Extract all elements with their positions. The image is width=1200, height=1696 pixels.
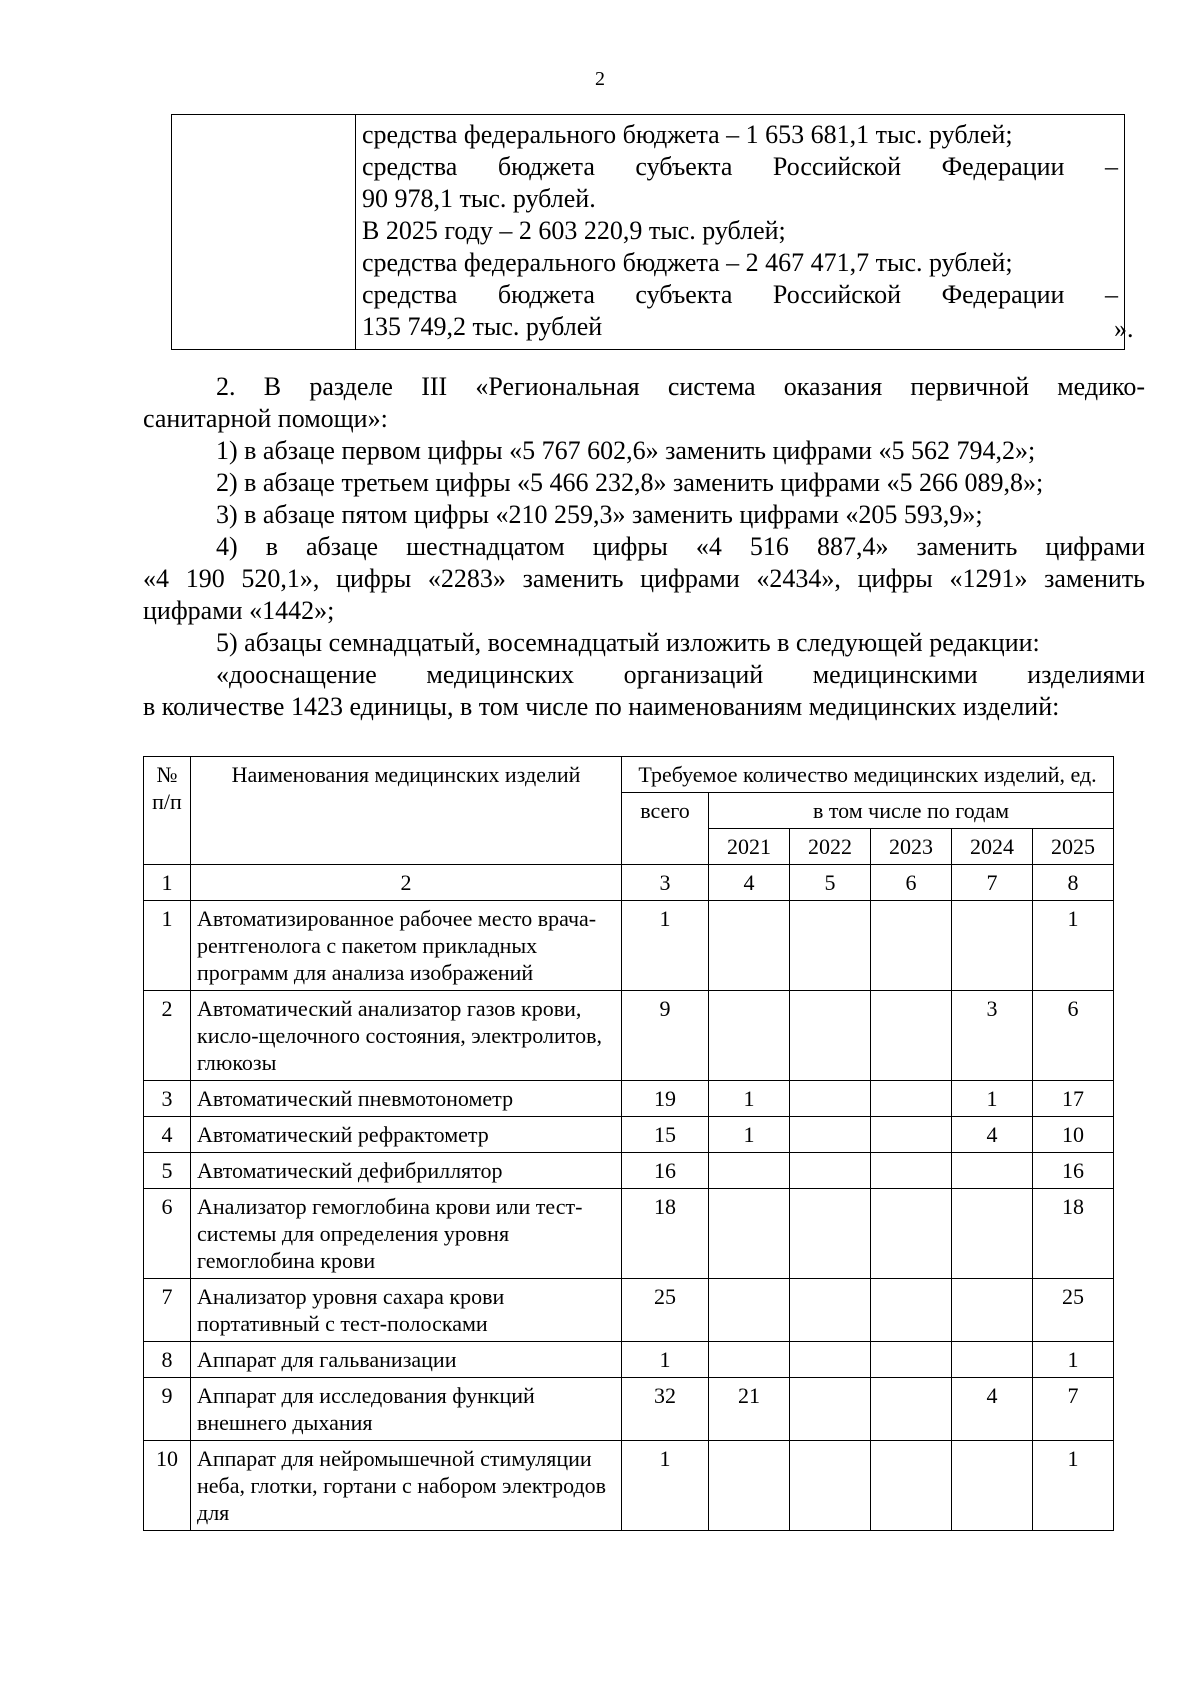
device-name: Анализатор уровня сахара крови портативный с тест-полосками [191,1279,622,1342]
device-name: Автоматический анализатор газов крови, кисло-щелочного состояния, электролитов, глюкозы [191,991,622,1081]
device-name: Анализатор гемоглобина крови или тест-системы для определения уровня гемоглобина крови [191,1189,622,1279]
device-name: Автоматический дефибриллятор [191,1153,622,1189]
item-3: 3) в абзаце пятом цифры «210 259,3» заменить цифрами «205 593,9»; [216,500,983,529]
total-cell: 1 [622,1441,709,1531]
year-cell [952,1279,1033,1342]
quote-paragraph-cont: в количестве 1423 единицы, в том числе по наименованиям медицинских изделий: [143,692,1060,721]
year-cell [952,1153,1033,1189]
year-cell: 16 [1033,1153,1114,1189]
year-cell [952,1342,1033,1378]
year-cell [790,1378,871,1441]
year-cell [709,1189,790,1279]
column-number: 3 [622,865,709,901]
year-cell: 21 [709,1378,790,1441]
financing-line: средства федерального бюджета – 2 467 471,7 тыс. рублей; [362,248,1013,277]
year-cell [790,1279,871,1342]
table-row [144,991,1114,1081]
year-cell [871,1378,952,1441]
year-cell [871,1081,952,1117]
year-cell [871,1189,952,1279]
closing-quote: ». [1114,314,1134,343]
page-number: 2 [595,68,605,90]
paragraph-section-3-cont: санитарной помощи»: [143,404,388,433]
header-total: всего [622,793,709,865]
column-number: 4 [709,865,790,901]
paragraph-section-3: 2. В разделе III «Региональная система оказания первичной медико- [216,372,1145,401]
item-1: 1) в абзаце первом цифры «5 767 602,6» заменить цифрами «5 562 794,2»; [216,436,1036,465]
total-cell: 15 [622,1117,709,1153]
equipment-table [143,756,1114,1531]
item-5: 5) абзацы семнадцатый, восемнадцатый изложить в следующей редакции: [216,628,1040,657]
total-cell: 25 [622,1279,709,1342]
table-row [144,1342,1114,1378]
year-cell [709,901,790,991]
row-number: 3 [144,1081,191,1117]
column-number: 8 [1033,865,1114,901]
header-year: 2021 [709,829,790,865]
year-cell: 7 [1033,1378,1114,1441]
year-cell: 3 [952,991,1033,1081]
year-cell [952,1441,1033,1531]
row-number: 8 [144,1342,191,1378]
year-cell [709,1441,790,1531]
year-cell: 6 [1033,991,1114,1081]
column-number: 6 [871,865,952,901]
year-cell: 1 [709,1081,790,1117]
table-row [144,901,1114,991]
column-number: 7 [952,865,1033,901]
item-4-cont: «4 190 520,1», цифры «2283» заменить цифрами «2434», цифры «1291» заменить [143,564,1145,593]
financing-line: средства бюджета субъекта Российской Федерации – [362,152,1118,181]
year-cell [871,901,952,991]
year-cell: 25 [1033,1279,1114,1342]
year-cell [871,1153,952,1189]
financing-empty-cell [172,115,356,350]
row-number: 5 [144,1153,191,1189]
year-cell [790,1189,871,1279]
row-number: 7 [144,1279,191,1342]
quote-paragraph: «дооснащение медицинских организаций медицинскими изделиями [216,660,1145,689]
year-cell [871,1441,952,1531]
year-cell: 1 [952,1081,1033,1117]
header-year: 2024 [952,829,1033,865]
year-cell: 1 [1033,1342,1114,1378]
year-cell: 17 [1033,1081,1114,1117]
row-number: 2 [144,991,191,1081]
year-cell [790,991,871,1081]
year-cell [952,1189,1033,1279]
device-name: Автоматизированное рабочее место врача-рентгенолога с пакетом прикладных программ для анализа изображений [191,901,622,991]
amendment-text [143,371,1145,723]
year-cell [709,1153,790,1189]
column-number: 5 [790,865,871,901]
header-year: 2023 [871,829,952,865]
year-cell: 1 [1033,901,1114,991]
total-cell: 18 [622,1189,709,1279]
year-cell: 4 [952,1378,1033,1441]
financing-line: 90 978,1 тыс. рублей. [362,184,596,213]
total-cell: 9 [622,991,709,1081]
year-cell [790,1153,871,1189]
total-cell: 19 [622,1081,709,1117]
year-cell: 1 [1033,1441,1114,1531]
year-cell [871,991,952,1081]
year-cell [790,1441,871,1531]
year-cell [871,1279,952,1342]
year-cell [709,1279,790,1342]
row-number: 1 [144,901,191,991]
table-row [144,1081,1114,1117]
device-name: Автоматический пневмотонометр [191,1081,622,1117]
year-cell [871,1342,952,1378]
device-name: Автоматический рефрактометр [191,1117,622,1153]
device-name: Аппарат для исследования функций внешнего дыхания [191,1378,622,1441]
year-cell: 1 [709,1117,790,1153]
financing-line: средства федерального бюджета – 1 653 681,1 тыс. рублей; [362,120,1013,149]
header-year: 2025 [1033,829,1114,865]
year-cell: 10 [1033,1117,1114,1153]
header-name: Наименования медицинских изделий [191,757,622,865]
year-cell [790,1117,871,1153]
total-cell: 32 [622,1378,709,1441]
row-number: 10 [144,1441,191,1531]
row-number: 4 [144,1117,191,1153]
year-cell [790,901,871,991]
year-cell: 18 [1033,1189,1114,1279]
financing-line: В 2025 году – 2 603 220,9 тыс. рублей; [362,216,786,245]
financing-table [171,114,1125,350]
row-number: 9 [144,1378,191,1441]
financing-line: 135 749,2 тыс. рублей [362,312,603,341]
year-cell [790,1342,871,1378]
year-cell [709,1342,790,1378]
device-name: Аппарат для нейромышечной стимуляции неба, глотки, гортани с набором электродов для [191,1441,622,1531]
year-cell [871,1117,952,1153]
financing-line: средства бюджета субъекта Российской Федерации – [362,280,1118,309]
header-num: № п/п [144,757,191,865]
table-row [144,1441,1114,1531]
year-cell [709,991,790,1081]
header-required: Требуемое количество медицинских изделий, ед. [622,757,1114,793]
total-cell: 16 [622,1153,709,1189]
year-cell [790,1081,871,1117]
table-row [144,1189,1114,1279]
item-2: 2) в абзаце третьем цифры «5 466 232,8» заменить цифрами «5 266 089,8»; [216,468,1044,497]
table-row [144,1153,1114,1189]
column-number: 2 [191,865,622,901]
item-4: 4) в абзаце шестнадцатом цифры «4 516 887,4» заменить цифрами [216,532,1145,561]
row-number: 6 [144,1189,191,1279]
column-number: 1 [144,865,191,901]
financing-text-cell [356,115,1125,350]
year-cell: 4 [952,1117,1033,1153]
item-4-end: цифрами «1442»; [143,596,335,625]
total-cell: 1 [622,901,709,991]
table-row [144,1279,1114,1342]
header-year: 2022 [790,829,871,865]
header-by-years: в том числе по годам [709,793,1114,829]
table-row [144,1378,1114,1441]
year-cell [952,901,1033,991]
total-cell: 1 [622,1342,709,1378]
table-row [144,1117,1114,1153]
device-name: Аппарат для гальванизации [191,1342,622,1378]
